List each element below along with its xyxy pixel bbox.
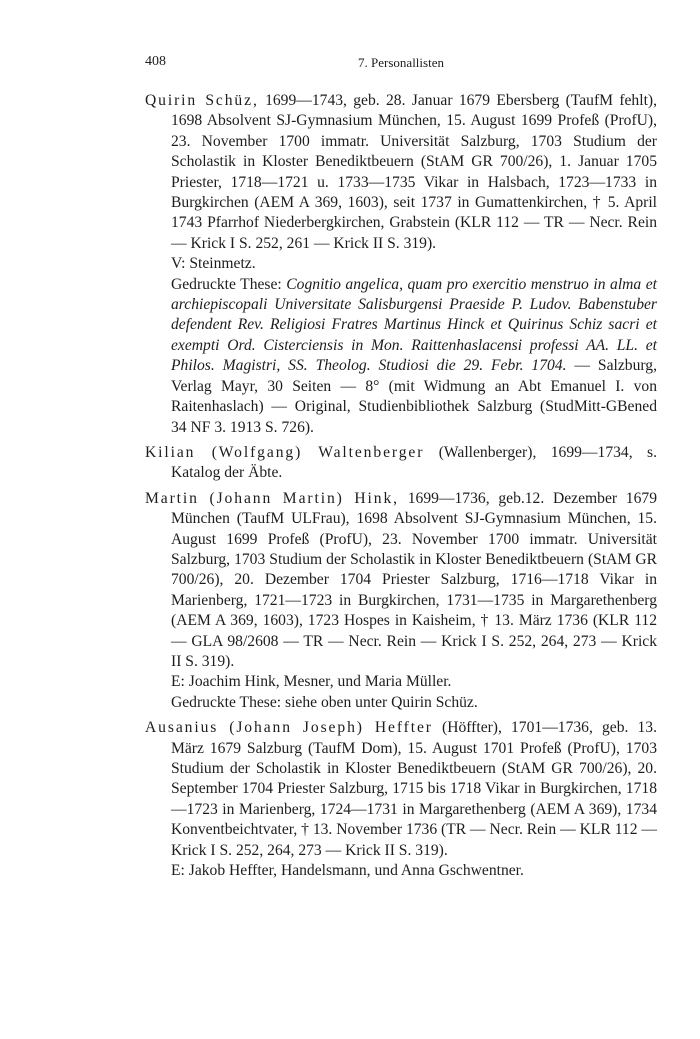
thesis-title: Cognitio angelica, quam pro exercitio menstruo in alma et archiepiscopali Universitate Salisburgensi Praeside P. Ludov. Babenstuber defendent Rev. Religiosi Fratres Martinus Hinck et Quirinus Schiz sacri et exempti Ord. Cisterciensis in Mon. Raittenhaslacensi professi AA. LL. et Philos. Magistri, SS. Theolog. Studiosi die 29. Febr. 1704. (171, 275, 657, 375)
entry-biography: 1699—1736, geb.12. Dezember 1679 München (TaufM ULFrau), 1698 Absolvent SJ-Gymnasium München, 15. August 1699 Profeß (ProfU), 23. November 1700 immatr. Universität Salzburg, 1703 Studium der Scholastik in Kloster Benediktbeuern (StAM GR 700/26), 20. Dezember 1704 Priester Salzburg, 1716—1718 Vikar in Marienberg, 1721—1723 in Burgkirchen, 1731—1735 in Margarethenberg (AEM A 369, 1603), 1723 Hospes in Kaisheim, † 13. März 1736 (KLR 112 — GLA 98/2608 — TR — Necr. Rein — Krick I S. 252, 264, 273 — Krick II S. 319). (171, 489, 657, 670)
entry-name: Ausanius (Johann Joseph) Heffter (145, 719, 433, 737)
entry-name: Kilian (Wolfgang) Waltenberger (145, 443, 425, 461)
page-header (145, 54, 657, 78)
entry-name: Quirin Schüz, (145, 92, 259, 109)
thesis-label: Gedruckte These: (171, 275, 287, 293)
entry-biography: (Wallenberger), 1699—1734, s. Katalog der Äbte. (171, 443, 657, 482)
running-title: 7. Personallisten (358, 55, 444, 70)
thesis-details: — Salzburg, Verlag Mayr, 30 Seiten — 8° (mit Widmung an Abt Emanuel I. von Raitenhaslach) — Original, Studienbibliothek Salzburg (StudMitt-GBened 34 NF 3. 1913 S. 726). (171, 357, 657, 436)
entry-parents: E: Joachim Hink, Mesner, und Maria Müller. (171, 673, 452, 691)
entry-main-text (145, 443, 657, 484)
entry-biography: (Höffter), 1701—1736, geb. 13. März 1679 Salzburg (TaufM Dom), 15. August 1701 Profeß (ProfU), 1703 Studium der Scholastik in Kloster Benediktbeuern (StAM GR 700/26), 20. September 1704 Priester Salzburg, 1715 bis 1718 Vikar in Burgkirchen, 1718—1723 in Marienberg, 1724—1731 in Margarethenberg (AEM A 369), 1734 Konventbeichtvater, † 13. November 1736 (TR — Necr. Rein — KLR 112 — Krick I S. 252, 264, 273 — Krick II S. 319). (171, 719, 658, 859)
entry-ausanius-heffter (145, 718, 657, 881)
entry-parents: V: Steinmetz. (171, 255, 256, 273)
entry-main-text (145, 489, 657, 673)
entry-list (145, 91, 657, 886)
entry-name: Martin (Johann Martin) Hink, (145, 489, 399, 507)
page-number: 408 (145, 54, 166, 69)
entry-biography: 1699—1743, geb. 28. Januar 1679 Ebersberg (TaufM fehlt), 1698 Absolvent SJ-Gymnasium München, 15. August 1699 Profeß (ProfU), 23. November 1700 immatr. Universität Salzburg, 1703 Studium der Scholastik in Kloster Benediktbeuern (StAM GR 700/26), 1. Januar 1705 Priester, 1718—1721 u. 1733—1735 Vikar in Halsbach, 1723—1733 in Burgkirchen (AEM A 369, 1603), seit 1737 in Gumattenkirchen, † 5. April 1743 Pfarrhof Niederbergkirchen, Grabstein (KLR 112 — TR — Necr. Rein — Krick I S. 252, 261 — Krick II S. 319). (171, 92, 657, 252)
entry-printed-thesis (145, 275, 657, 438)
entry-printed-thesis: Gedruckte These: siehe oben unter Quirin Schüz. (171, 693, 478, 711)
entry-kilian-waltenberger (145, 443, 657, 484)
entry-main-text (145, 718, 657, 861)
entry-martin-hink (145, 489, 657, 713)
entry-parents: E: Jakob Heffter, Handelsmann, und Anna Gschwentner. (171, 862, 524, 880)
entry-main-text (145, 91, 657, 254)
entry-quirin-schuz (145, 91, 657, 438)
